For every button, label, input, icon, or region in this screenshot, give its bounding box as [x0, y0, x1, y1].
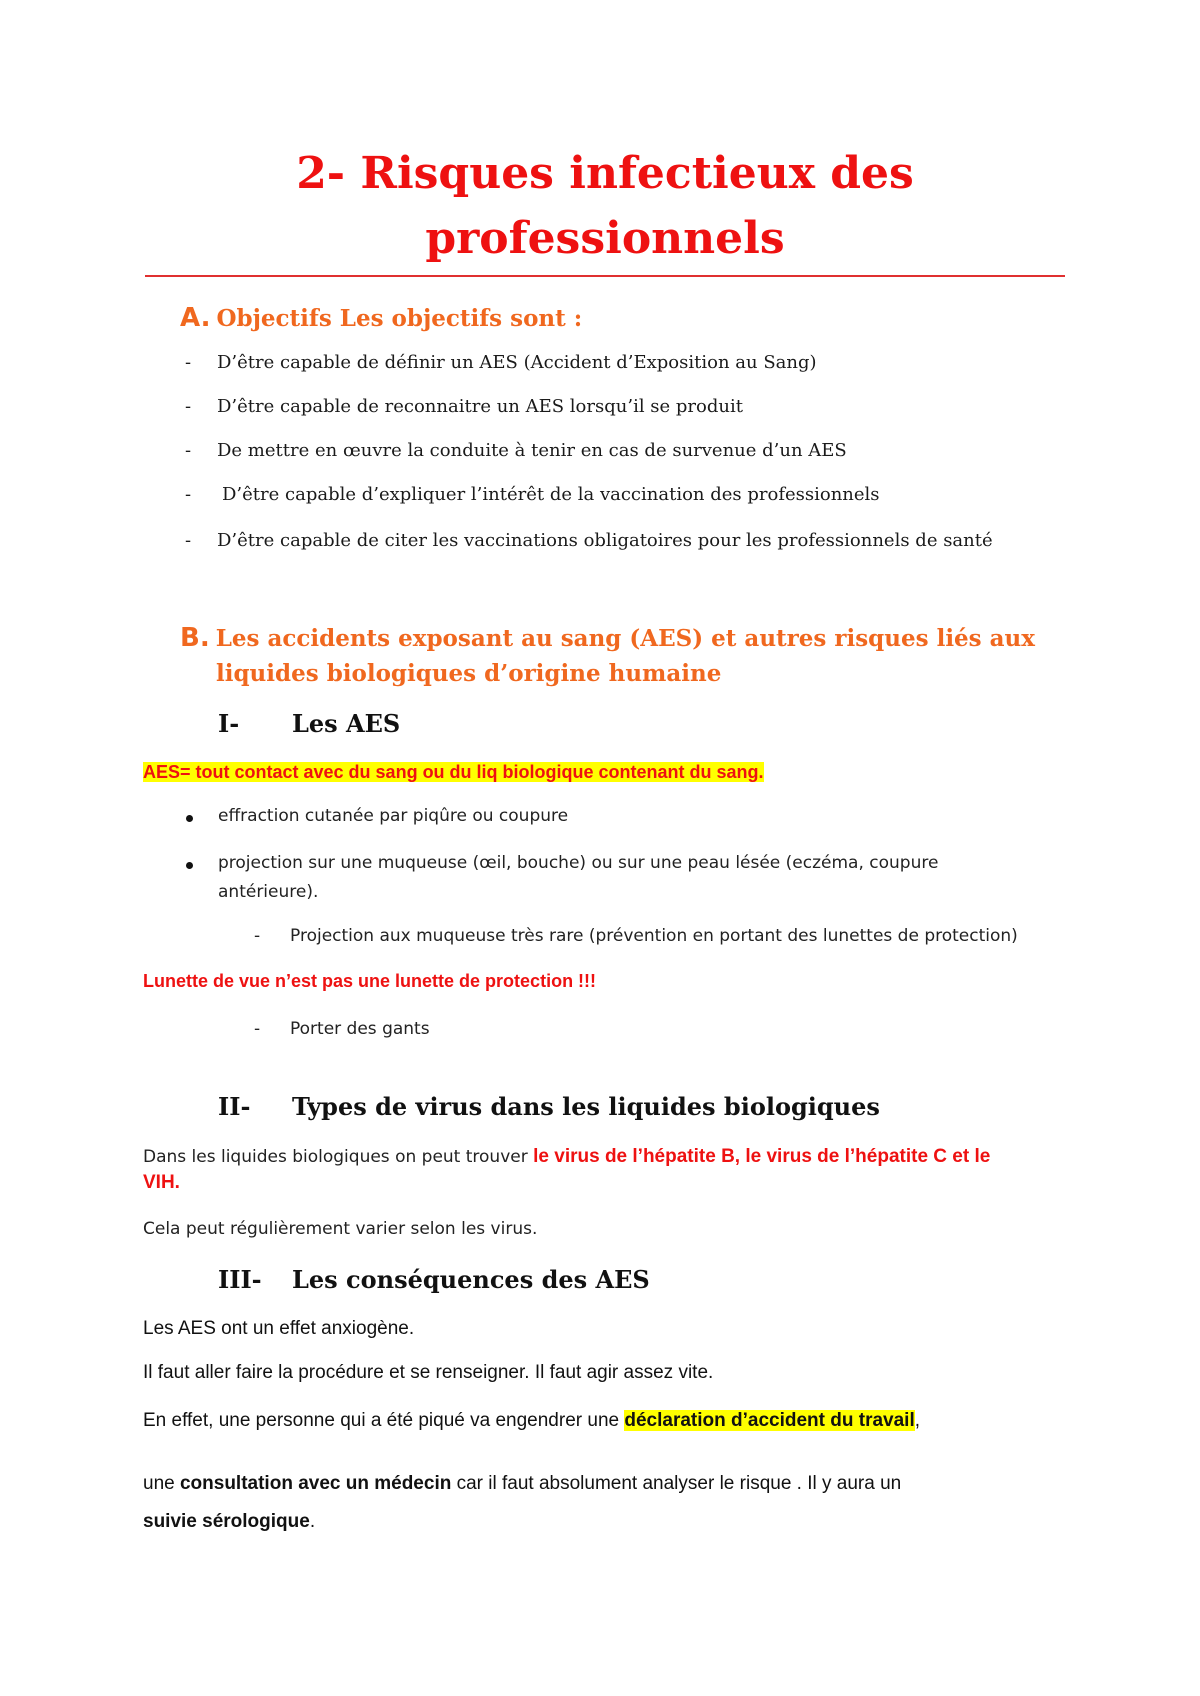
subsection-1-title: Les AES: [292, 709, 401, 738]
bullet-item: effraction cutanée par piqûre ou coupure: [218, 806, 569, 826]
dash-marker: -: [254, 1019, 261, 1039]
section-b-title-line-2: liquides biologiques d’origine humaine: [216, 660, 722, 687]
virus-paragraph-2: Cela peut régulièrement varier selon les virus.: [143, 1219, 538, 1239]
bullet-item-continued: antérieure).: [218, 882, 319, 902]
objective-item: De mettre en œuvre la conduite à tenir en cas de survenue d’un AES: [217, 440, 847, 461]
title-rule: [145, 275, 1065, 277]
virus-paragraph-plain: Dans les liquides biologiques on peut trouver: [143, 1147, 534, 1167]
aes-definition: [143, 762, 764, 783]
dash-item: Projection aux muqueuse très rare (prévention en portant des lunettes de protection): [290, 926, 1018, 946]
aes-definition-text: AES= tout contact avec du sang ou du liq biologique contenant du sang.: [143, 762, 764, 782]
dash-marker: -: [185, 352, 192, 373]
subsection-2-number: II-: [218, 1092, 251, 1121]
section-a-heading: [180, 300, 582, 337]
subsection-3-title: Les conséquences des AES: [292, 1265, 650, 1294]
page-title-line-1: 2- Risques infectieux des: [296, 148, 914, 199]
dash-marker: -: [185, 396, 192, 417]
paragraph-3-end: ,: [914, 1410, 921, 1431]
dash-marker: -: [185, 484, 192, 505]
paragraph-5-bold: suivie sérologique: [143, 1511, 310, 1532]
consequence-paragraph-2: Il faut aller faire la procédure et se renseigner. Il faut agir assez vite.: [143, 1362, 714, 1383]
virus-paragraph-red: le virus de l’hépatite B, le virus de l’hépatite C et le: [533, 1146, 991, 1167]
consequence-paragraph-5: [143, 1511, 315, 1533]
paragraph-4-start: une: [143, 1473, 180, 1494]
consequence-paragraph-4: [143, 1473, 901, 1495]
objective-item: D’être capable de définir un AES (Accident d’Exposition au Sang): [217, 352, 817, 373]
bullet-marker: [186, 862, 193, 869]
paragraph-5-end: .: [309, 1511, 316, 1532]
objective-item: D’être capable de citer les vaccinations obligatoires pour les professionnels de santé: [217, 530, 993, 551]
dash-item: Porter des gants: [290, 1019, 430, 1039]
section-b-letter: B.: [180, 623, 210, 653]
subsection-3-heading: [218, 1265, 918, 1299]
section-a-letter: A.: [180, 303, 211, 333]
consequence-paragraph-3: [143, 1410, 920, 1432]
subsection-1-number: I-: [218, 709, 240, 738]
subsection-2-heading: [218, 1092, 1018, 1126]
bullet-marker: [186, 815, 193, 822]
page-title-line-2: professionnels: [425, 213, 785, 264]
subsection-3-number: III-: [218, 1265, 262, 1294]
virus-paragraph-red-continued: VIH.: [143, 1172, 180, 1193]
bullet-item: projection sur une muqueuse (œil, bouche) ou sur une peau lésée (eczéma, coupure: [218, 853, 939, 873]
highlighted-declaration: déclaration d’accident du travail: [624, 1410, 915, 1431]
objective-item: D’être capable de reconnaitre un AES lorsqu’il se produit: [217, 396, 743, 417]
subsection-2-title: Types de virus dans les liquides biologiques: [292, 1092, 880, 1121]
subsection-1-heading: [218, 709, 718, 743]
paragraph-3-plain: En effet, une personne qui a été piqué va engendrer une: [143, 1410, 625, 1431]
section-b-title-line-1: Les accidents exposant au sang (AES) et autres risques liés aux: [215, 625, 1035, 652]
paragraph-4-rest: car il faut absolument analyser le risque . Il y aura un: [451, 1473, 902, 1494]
section-b-heading: [180, 620, 1035, 657]
objective-item: D’être capable d’expliquer l’intérêt de la vaccination des professionnels: [222, 484, 880, 505]
consequence-paragraph-1: Les AES ont un effet anxiogène.: [143, 1318, 415, 1339]
warning-text: Lunette de vue n’est pas une lunette de protection !!!: [143, 971, 597, 991]
section-a-title: Objectifs Les objectifs sont :: [216, 305, 583, 332]
dash-marker: -: [185, 440, 192, 461]
paragraph-4-bold: consultation avec un médecin: [179, 1473, 452, 1494]
dash-marker: -: [185, 530, 192, 551]
virus-paragraph: [143, 1146, 990, 1168]
dash-marker: -: [254, 926, 261, 946]
